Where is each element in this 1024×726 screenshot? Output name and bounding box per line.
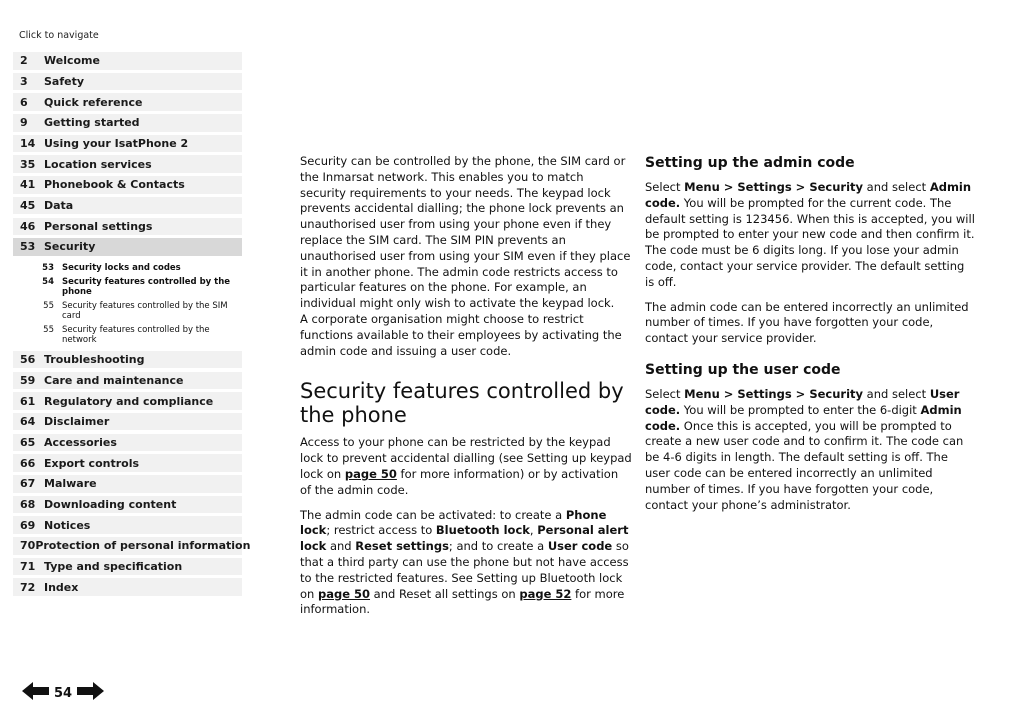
page-link[interactable]: page 50 bbox=[344, 466, 397, 481]
toc-label: Phonebook & Contacts bbox=[44, 178, 185, 192]
toc-item-export-controls[interactable] bbox=[13, 454, 242, 472]
toc-label: Location services bbox=[44, 157, 152, 171]
toc-item-notices[interactable] bbox=[13, 516, 242, 534]
toc-label: Accessories bbox=[44, 435, 117, 449]
toc-label: Malware bbox=[44, 477, 97, 491]
toc-label: Security bbox=[44, 240, 96, 254]
toc-item-index[interactable] bbox=[13, 578, 242, 596]
toc-subitem-label: Security features controlled by the network bbox=[62, 324, 210, 345]
toc-subitem[interactable] bbox=[13, 325, 242, 345]
toc-label: Regulatory and compliance bbox=[44, 394, 214, 408]
toc-page-number: 9 bbox=[20, 116, 28, 130]
toc-page-number: 65 bbox=[20, 435, 36, 449]
main-column-left bbox=[300, 154, 632, 627]
admin-activation-paragraph: The admin code can be activated: to create a Phone lock; restrict access to Bluetooth lock, Personal alert lock and Reset settings; and to create a User code so that a third party can use the phone but not have access to the restricted features. See Setting up Bluetooth lock on page 50 and Reset all settings on page 52 for more information. bbox=[300, 507, 629, 617]
toc-page-number: 72 bbox=[20, 580, 36, 594]
toc-page-number: 69 bbox=[20, 518, 36, 532]
toc-item-downloading-content[interactable] bbox=[13, 496, 242, 514]
access-paragraph: Access to your phone can be restricted by the keypad lock to prevent accidental dialling (see Setting up keypad lock on page 50 for more information) or by activation of the admin code. bbox=[300, 435, 632, 497]
toc-page-number: 71 bbox=[20, 560, 36, 573]
toc-page-number: 3 bbox=[20, 74, 28, 88]
admin-code-paragraph: Select Menu > Settings > Security and select Admin code. You will be prompted for the current code. The default setting is 123456. When this is accepted, you will be prompted to enter your new code and then confirm it. The code must be 6 digits long. If you lose your admin code, contact your service provider. The default setting is off. bbox=[645, 180, 975, 289]
toc-item-accessories[interactable] bbox=[13, 434, 242, 452]
toc-item-disclaimer[interactable] bbox=[13, 413, 242, 431]
toc-item-safety[interactable] bbox=[13, 73, 242, 91]
user-code-paragraph: Select Menu > Settings > Security and select User code. You will be prompted to enter the 6-digit Admin code. Once this is accepted, you will be prompted to create a new user code and to confirm it. The code can be 4-6 digits in length. The default setting is off. The user code can be entered incorrectly an unlimited number of times. If you have forgotten your code, contact your phone’s administrator. bbox=[645, 386, 964, 512]
intro-paragraph-2: A corporate organisation might choose to restrict functions available to their employees by activating the admin code and issuing a user code. bbox=[300, 311, 622, 358]
toc-subitem-page: 53 bbox=[42, 262, 54, 273]
toc-page-number: 14 bbox=[20, 137, 36, 150]
toc-label: Notices bbox=[44, 518, 91, 532]
toc-page-number: 41 bbox=[20, 178, 36, 192]
toc-page-number: 53 bbox=[20, 240, 36, 254]
toc-subitem-label: Security features controlled by the phone bbox=[62, 276, 231, 297]
admin-code-paragraph-2: The admin code can be entered incorrectly an unlimited number of times. If you have forgotten your code, contact your service provider. bbox=[645, 299, 969, 346]
main-column-right bbox=[645, 154, 975, 522]
toc-label: Personal settings bbox=[44, 219, 153, 233]
toc-label: Troubleshooting bbox=[44, 353, 145, 367]
toc-page-number: 61 bbox=[20, 394, 36, 408]
toc-item-troubleshooting[interactable] bbox=[13, 351, 242, 369]
page-link[interactable]: page 52 bbox=[519, 586, 572, 601]
toc-page-number: 59 bbox=[20, 373, 36, 387]
toc-page-number: 67 bbox=[20, 477, 36, 491]
toc-label: Export controls bbox=[44, 456, 140, 470]
toc-item-quick-reference[interactable] bbox=[13, 93, 242, 111]
toc-label: Downloading content bbox=[44, 497, 177, 511]
toc-label: Type and specification bbox=[44, 560, 183, 573]
toc-subsections bbox=[13, 259, 242, 351]
toc-item-personal-settings[interactable] bbox=[13, 218, 242, 236]
toc-page-number: 35 bbox=[20, 157, 36, 171]
toc-item-malware[interactable] bbox=[13, 475, 242, 493]
toc-page-number: 45 bbox=[20, 199, 36, 213]
toc-page-number: 46 bbox=[20, 219, 36, 233]
user-code-heading: Setting up the user code bbox=[645, 361, 841, 378]
toc-page-number: 66 bbox=[20, 456, 36, 470]
toc-page-number: 6 bbox=[20, 95, 28, 109]
table-of-contents bbox=[13, 52, 251, 599]
toc-subitem-label: Security features controlled by the SIM card bbox=[62, 300, 228, 321]
toc-subitem[interactable] bbox=[13, 263, 242, 273]
toc-item-protection-of-personal-information[interactable] bbox=[13, 537, 251, 555]
toc-item-security[interactable] bbox=[13, 238, 242, 256]
toc-item-care-and-maintenance[interactable] bbox=[13, 372, 242, 390]
arrow-right-icon[interactable] bbox=[76, 681, 104, 705]
toc-page-number: 64 bbox=[20, 415, 36, 429]
toc-item-using-your-isatphone-2[interactable] bbox=[13, 135, 242, 153]
admin-code-heading: Setting up the admin code bbox=[645, 155, 855, 171]
toc-item-welcome[interactable] bbox=[13, 52, 242, 70]
page-link[interactable]: page 50 bbox=[317, 586, 371, 601]
toc-label: Getting started bbox=[44, 116, 140, 130]
toc-page-number: 56 bbox=[20, 353, 36, 367]
toc-subitem-page: 55 bbox=[43, 324, 54, 335]
intro-paragraph: Security can be controlled by the phone, the SIM card or the Inmarsat network. This enables you to match security requirements to your needs. The keypad lock prevents accidental dialling; the phone lock prevents an unauthorised user from using your phone even if they replace the SIM card. The SIM PIN prevents an unauthorised user from using your SIM even if they place it in another phone. The admin code restricts access to particular features on the phone. For example, an individual might only wish to activate the keypad lock. bbox=[300, 154, 631, 311]
toc-subitem-label: Security locks and codes bbox=[62, 262, 181, 273]
toc-page-number: 2 bbox=[20, 54, 28, 68]
toc-item-type-and-specification[interactable] bbox=[13, 558, 242, 576]
toc-label: Quick reference bbox=[44, 95, 143, 109]
toc-label: Index bbox=[44, 580, 79, 594]
toc-label: Welcome bbox=[44, 54, 100, 68]
toc-subitem[interactable] bbox=[13, 301, 242, 321]
toc-page-number: 70 bbox=[20, 539, 36, 553]
nav-hint: Click to navigate bbox=[19, 30, 99, 41]
toc-page-number: 68 bbox=[20, 497, 36, 511]
toc-subitem[interactable] bbox=[13, 277, 242, 297]
toc-item-data[interactable] bbox=[13, 197, 242, 215]
toc-item-phonebook-contacts[interactable] bbox=[13, 176, 242, 194]
toc-item-location-services[interactable] bbox=[13, 155, 242, 173]
toc-label: Care and maintenance bbox=[44, 373, 184, 387]
page-number: 54 bbox=[54, 685, 73, 701]
toc-label: Disclaimer bbox=[44, 415, 110, 429]
toc-label: Using your IsatPhone 2 bbox=[44, 137, 189, 150]
toc-item-getting-started[interactable] bbox=[13, 114, 242, 132]
toc-subitem-page: 55 bbox=[43, 300, 54, 311]
toc-item-regulatory-and-compliance[interactable] bbox=[13, 392, 242, 410]
toc-label: Data bbox=[44, 199, 74, 213]
toc-label: Protection of personal information bbox=[35, 539, 251, 553]
toc-label: Safety bbox=[44, 74, 85, 88]
section-heading: Security features controlled by the phone bbox=[300, 379, 624, 428]
page-navigation bbox=[22, 683, 104, 703]
arrow-left-icon[interactable] bbox=[22, 681, 50, 705]
toc-subitem-page: 54 bbox=[42, 276, 54, 287]
